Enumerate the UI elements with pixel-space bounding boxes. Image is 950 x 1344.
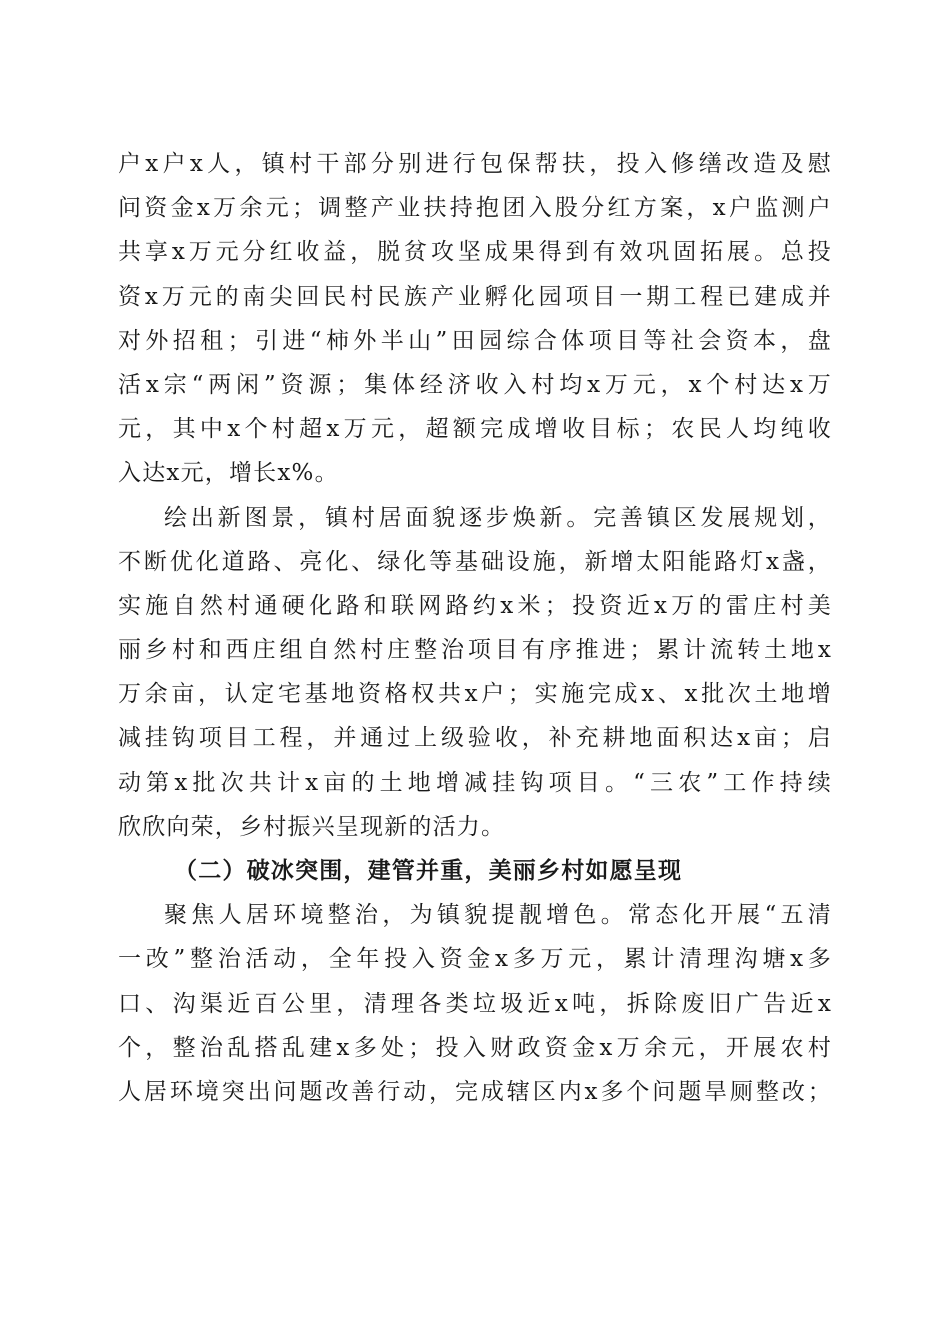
- text-line: 绘出新图景，镇村居面貌逐步焕新。完善镇区发展规划，: [164, 504, 832, 531]
- text-line: 资x万元的南尖回民村民族产业孵化园项目一期工程已建成并: [118, 283, 832, 310]
- text-line: 实施自然村通硬化路和联网路约x米；投资近x万的雷庄村美: [118, 592, 832, 619]
- text-line: 人居环境突出问题改善行动，完成辖区内x多个问题旱厕整改；: [118, 1078, 832, 1105]
- text-line: 个，整治乱搭乱建x多处；投入财政资金x万余元，开展农村: [118, 1034, 832, 1061]
- document-body: [118, 142, 832, 1114]
- paragraph-environment: [118, 893, 832, 1114]
- text-line: 户x户x人，镇村干部分别进行包保帮扶，投入修缮改造及慰: [118, 151, 832, 177]
- text-line: 口、沟渠近百公里，清理各类垃圾近x吨，拆除废旧广告近x: [118, 990, 832, 1017]
- text-line: 对外招租；引进“柿外半山”田园综合体项目等社会资本，盘: [118, 327, 832, 354]
- text-line: 活x宗“两闲”资源；集体经济收入村均x万元，x个村达x万: [118, 371, 832, 398]
- text-line: 元，其中x个村超x万元，超额完成增收目标；农民人均纯收: [118, 416, 832, 443]
- text-line: 减挂钩项目工程，并通过上级验收，补充耕地面积达x亩；启: [118, 725, 832, 752]
- text-line: 动第x批次共计x亩的土地增减挂钩项目。“三农”工作持续: [118, 769, 832, 796]
- text-line: 聚焦人居环境整治，为镇貌提靓增色。常态化开展“五清: [164, 902, 832, 929]
- text-line: 丽乡村和西庄组自然村庄整治项目有序推进；累计流转土地x: [118, 637, 832, 664]
- text-line: 入达x元，增长x%。: [118, 460, 339, 487]
- text-line: 共享x万元分红收益，脱贫攻坚成果得到有效巩固拓展。总投: [118, 239, 832, 266]
- text-line: 万余亩，认定宅基地资格权共x户；实施完成x、x批次土地增: [118, 681, 832, 708]
- text-line: 不断优化道路、亮化、绿化等基础设施，新增太阳能路灯x盏，: [118, 548, 832, 575]
- paragraph-poverty-alleviation: [118, 142, 832, 496]
- text-line: 一改”整治活动，全年投入资金x多万元，累计清理沟塘x多: [118, 946, 832, 973]
- paragraph-new-landscape: [118, 496, 832, 850]
- text-line: 欣欣向荣，乡村振兴呈现新的活力。: [118, 813, 506, 840]
- section-heading: （二）破冰突围，建管并重，美丽乡村如愿呈现: [174, 857, 683, 884]
- text-line: 问资金x万余元；调整产业扶持抱团入股分红方案，x户监测户: [118, 195, 832, 222]
